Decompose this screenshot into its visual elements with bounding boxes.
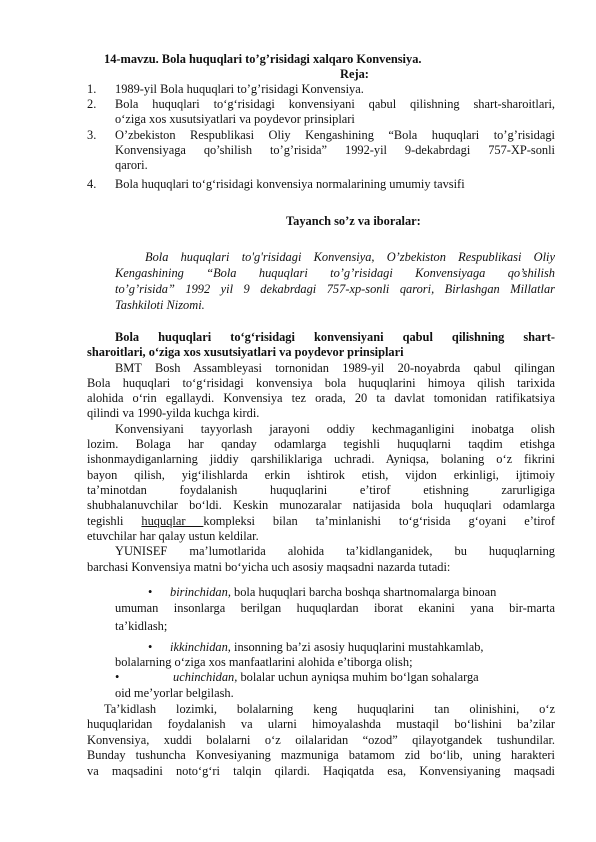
paragraph-line: Konvensiyani tayyorlash jarayoni oddiy kechmaganligini inobatga olish — [115, 422, 555, 436]
keywords-line: Kengashining “Bola huquqlari to’g’risidagi Konvensiyaga qo’shilish — [115, 266, 555, 280]
paragraph-line: huquqlaridan foydalanish va ularni himoyalashda mustaqil bo‘lishini ba’zilar — [87, 717, 555, 731]
bullet-lead: ikkinchidan, — [170, 640, 231, 654]
plan-item: Bola huquqlari to‘g‘risidagi konvensiya normalarining umumiy tavsifi — [115, 177, 465, 191]
plan-item: 1989-yil Bola huquqlari to’g’risidagi Konvensiya. — [115, 82, 364, 96]
plan-number: 3. — [87, 128, 97, 142]
paragraph-line: BMT Bosh Assambleyasi tornonidan 1989-yil 20-noyabrda qabul qilingan — [115, 361, 555, 375]
plan-item: o‘ziga xos xusutsiyatlari va poydevor prinsiplari — [115, 112, 355, 126]
paragraph-line: barchasi Konvensiya matni bo‘yicha uch asosiy maqsadni nazarda tutadi: — [87, 560, 451, 574]
paragraph-line: lozim. Bolaga har qanday odamlarga tegishli huquqlarni taqdim etishga — [87, 437, 555, 451]
text-span: tegishli — [87, 514, 142, 528]
bullet-item — [148, 640, 555, 655]
paragraph-line: shubhalanuvchilar bo‘ldi. Keskin munozaralar natijasida bola huquqlari odamlarga — [87, 498, 555, 512]
bullet-icon: • — [115, 670, 120, 684]
section-heading: sharoitlari, o‘ziga xos xusutsiyatlari va poydevor prinsiplari — [87, 345, 404, 359]
plan-item: Konvensiyaga qo’shilish to’g’risida” 1992-yil 9-dekabrdagi 757-XP-sonli — [115, 143, 555, 157]
bullet-icon: • — [148, 640, 153, 654]
paragraph-line: ishonmaydiganlarning jiddiy qarshiliklariga uchradi. Ayniqsa, bolaning o‘z fikrini — [87, 452, 555, 466]
keywords-line: Tashkiloti Nizomi. — [115, 298, 205, 312]
paragraph-line: Konvensiya, xuddi bolalarni o‘z oilalaridan “ozod” qilayotgandek tushundilar. — [87, 733, 555, 747]
paragraph-line: Bola huquqlari to‘g‘risidagi konvensiya bola huquqlarini himoya qilish tarixida — [87, 376, 555, 390]
paragraph-line: qilindi va 1990-yilda kuchga kirdi. — [87, 406, 260, 420]
bullet-lead: birinchidan, — [170, 585, 231, 599]
bullet-lead: uchinchidan, — [173, 670, 238, 684]
bullet-item — [115, 670, 555, 685]
plan-item: O’zbekiston Respublikasi Oliy Kengashining “Bola huquqlari to’g’risidagi — [115, 128, 555, 142]
plan-number: 4. — [87, 177, 97, 191]
keywords-line: to’g’risida” 1992 yil 9 dekabrdagi 757-xp-sonli qarori, Birlashgan Millatlar — [115, 282, 555, 296]
paragraph-line: Ta’kidlash lozimki, bolalarning keng huquqlarini tan olinishini, o‘z — [104, 702, 555, 716]
paragraph-line: Bunday tushuncha Konvesiyaning mazmuniga batamom zid bo‘lib, uning harakteri — [87, 748, 555, 762]
paragraph-line: etuvchilar har qalay ustun keldilar. — [87, 529, 259, 543]
keywords-heading: Tayanch so’z va iboralar: — [286, 214, 421, 228]
plan-heading: Reja: — [340, 67, 369, 81]
bullet-line: oid me’yorlar belgilash. — [115, 686, 234, 700]
paragraph-line: bayon qilish, yig‘ilishlarda erkin ishtirok etish, vijdon erkinligi, ijtimoiy — [87, 468, 555, 482]
paragraph-line: va maqsadini noto‘g‘ri talqin qilardi. Haqiqatda esa, Konvensiyaning maqsadi — [87, 764, 555, 778]
section-heading: Bola huquqlari to‘g‘risidagi konvensiyani qabul qilishning shart- — [115, 330, 555, 344]
paragraph-line: alohida o‘rin egallaydi. Konvensiya tez orada, 20 ta davlat tomonidan ratifikatsiya — [87, 391, 555, 405]
page-title: 14-mavzu. Bola huquqlari to’g’risidagi xalqaro Konvensiya. — [104, 52, 422, 66]
plan-item: Bola huquqlari to‘g‘risidagi konvensiyani qabul qilishning shart-sharoitlari, — [115, 97, 555, 111]
paragraph-line: YUNISEF ma’lumotlarida alohida ta’kidlanganidek, bu huquqlarning — [115, 544, 555, 558]
bullet-text: bola huquqlari barcha boshqa shartnomalarga binoan — [230, 585, 497, 599]
plan-item: qarori. — [115, 158, 148, 172]
bullet-line: ta’kidlash; — [115, 619, 168, 633]
bullet-line: umuman insonlarga berilgan huquqlardan iborat ekanini yana bir-marta — [115, 601, 555, 615]
bullet-text: insonning ba’zi asosiy huquqlarini mustahkamlab, — [230, 640, 484, 654]
keywords-line: Bola huquqlari to'g'risidagi Konvensiya, O’zbekiston Respublikasi Oliy — [145, 250, 555, 264]
bullet-item — [148, 585, 555, 600]
paragraph-line: ta’minotdan foydalanish huquqlarini e’tirof etishning zarurligiga — [87, 483, 555, 497]
bullet-text: bolalar uchun ayniqsa muhim bo‘lgan sohalarga — [237, 670, 479, 684]
text-span: kompleksi bilan ta’minlanishi to‘g‘risida g‘oyani e’tirof — [203, 514, 555, 528]
plan-number: 1. — [87, 82, 97, 96]
underlined-word: huquqlar — [141, 514, 204, 528]
paragraph-line — [87, 514, 555, 529]
bullet-icon: • — [148, 585, 153, 599]
bullet-line: bolalarning o‘ziga xos manfaatlarini alohida e’tiborga olish; — [115, 655, 413, 669]
plan-number: 2. — [87, 97, 97, 111]
